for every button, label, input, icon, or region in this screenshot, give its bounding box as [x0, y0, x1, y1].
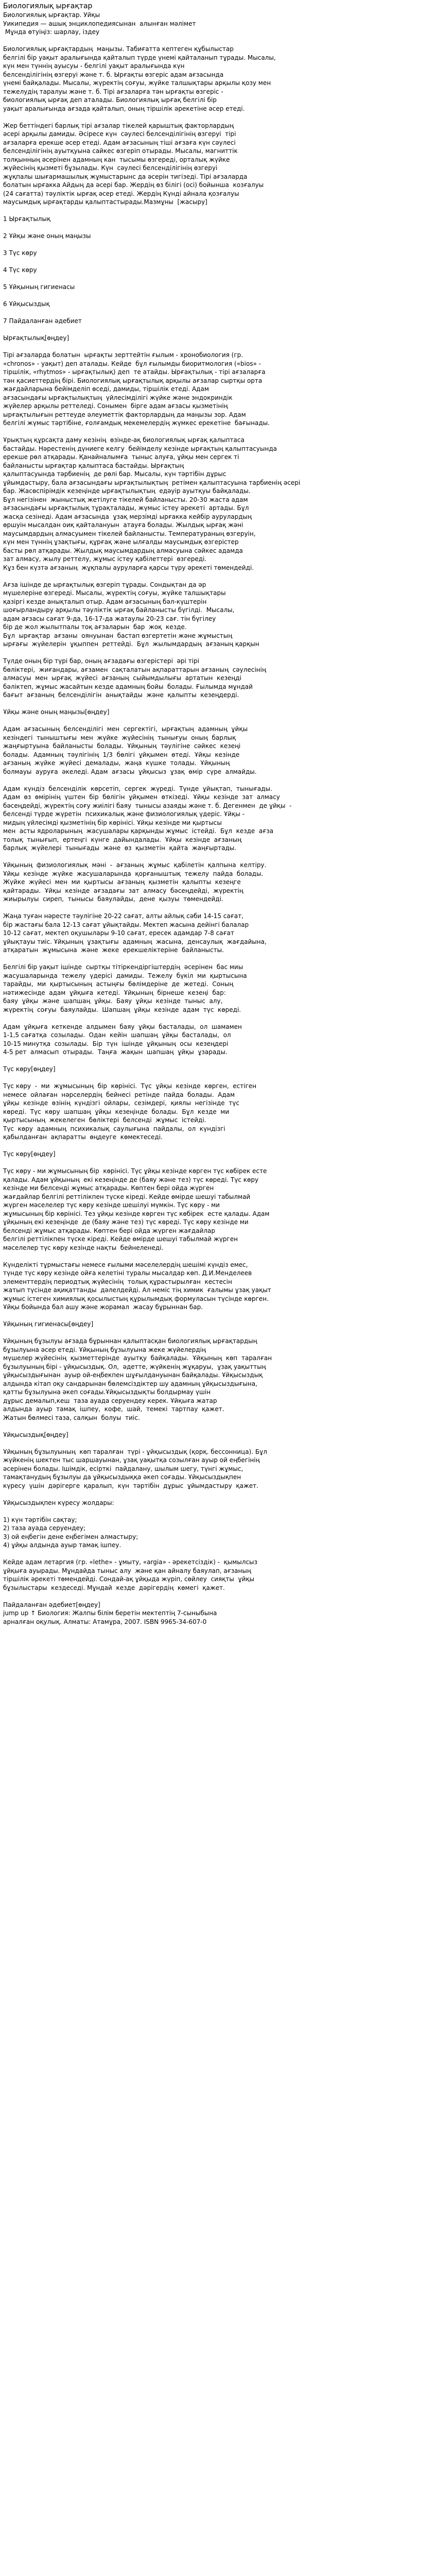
text-line: жүрген мәселелер түс көру кезінде шешілуі мүмкін. Түс көру - ми: [3, 1201, 220, 1209]
text-line: Жаңа туған нәресте тәулігіне 20-22 сағат, алты айлық сәби 14-15 сағат,: [3, 912, 243, 920]
text-block: [3, 1601, 433, 1626]
text-line: 4-5 рет алмасып отырады. Таңға жақын шапшаң ұйқы ұзарады.: [3, 1048, 228, 1056]
text-line: 1 Ырғақтылық: [3, 215, 51, 223]
text-line: жүректің соғуы баяулайды. Шапшаң ұйқы кезінде адам түс көреді.: [3, 1006, 241, 1013]
text-line: 1) күн тәртібін сақтау;: [3, 1516, 77, 1523]
text-line: қайтарады. Ұйқы кезінде ағзадағы зат алмасу бәсеңдейді, жүректің: [3, 887, 243, 894]
text-line: тежелудің таралуы және т. б. Тірі ағзаларға тән ырғақты өзгеріс -: [3, 88, 223, 95]
text-line: Ұйқы бойында бал ашу және жорамал жасау бұрыннан бар.: [3, 1303, 203, 1311]
text-line: жұмыс істеген химиялық қосылыстың құрылымдық формуласын түсінде көрген.: [3, 1295, 269, 1302]
text-line: 5 Ұйқының гигиенасы: [3, 283, 75, 291]
text-line: болмауы ауруға әкеледі. Адам ағзасы ұйқысыз ұзақ өмір сүре алмайды.: [3, 768, 257, 775]
text-line: өршуін мысалдан оиқ қайталануын атауға болады. Жылдық ырғақ жәні: [3, 521, 243, 529]
meta-line: Уикипедия — ашық энциклопедиясынан алынған мәлімет: [3, 20, 196, 27]
text-line: биологиялық ырғақ деп аталады. Биологиялық ырғақ белгілі бір: [3, 96, 217, 104]
text-block: [3, 1448, 433, 1490]
text-line: барлық жүйелері тынығады және өз қызметін қайта жаңғыртады.: [3, 844, 237, 852]
text-line: мидың үйлесімді қызметінің бір көрінісі. Ұйқы кезінде ми қыртысы: [3, 819, 222, 826]
text-block: [3, 708, 433, 717]
text-line: жүйелер арқылы реттеледі. Сонымен бірге адам ағзасы қызметінің: [3, 402, 228, 410]
text-line: арналған оқулық. Алматы: Атамұра, 2007. ISBN 9965-34-607-0: [3, 1618, 207, 1625]
text-line: мүшелеріне өзгереді. Мысалы, жүректің соғуы, жүйке талшықтары: [3, 589, 226, 597]
meta-line[interactable]: Мұнда өтуіңіз: шарлау, іздеу: [3, 28, 100, 36]
text-line: Кұз бен күзтә ағзаның жұқпалы ауруларға қарсы түру әрекеті төмендейді.: [3, 564, 254, 571]
text-line: 4) ұйқы алдында ауыр тамақ ішпеу.: [3, 1541, 121, 1549]
text-line: қалыптасуында тәрбиенің де рөлі бар. Мысалы, күн тәртібін дұрыс: [3, 470, 226, 478]
text-line: 3 Түс көру: [3, 249, 37, 257]
section-heading[interactable]: Ұйқысыздық[өңдеу]: [3, 1431, 68, 1438]
text-line: қазіргі кезде анықталып отыр. Адам ағзасының бәл-күштерін: [3, 598, 207, 605]
text-line: белсенді жұмыс атқарады. Көптен бері ойда жүрген жағдайлар: [3, 1227, 216, 1234]
text-line: маусымдардың алмасуымен тікелей байланысты. Температураның өзгеруін,: [3, 530, 256, 537]
text-line: ағзаларға ерекше әсер етеді. Адам ағзасының тіші ағзаға күн сәулесі: [3, 139, 236, 146]
text-line: 4 Түс көру: [3, 266, 37, 274]
text-block: [3, 1150, 433, 1159]
text-block: [3, 725, 433, 776]
text-line: немесе ойлаған нәрселердің бейнесі ретінде пайда болады. Адам: [3, 1091, 235, 1098]
text-line: қабылданған ақпаратты өңдеуге көмектеседі.: [3, 1133, 163, 1141]
text-block: [3, 963, 433, 1014]
text-line: Түлде оның бір түрі бар, оның ағзадағы өзгерістері әрі тірі: [3, 657, 199, 665]
text-block: [3, 1320, 433, 1329]
text-line: бұзылуына әсер етеді. Ұйқының бұзылуына жеке жүйелердің: [3, 1346, 206, 1353]
text-line: атқаратын жұмысына және жеке ерекшеліктеріне байланысты.: [3, 946, 224, 954]
text-block: [3, 334, 433, 343]
text-line: 7 Пайдаланған әдебиет: [3, 317, 82, 325]
text-block: [3, 1261, 433, 1312]
text-line: алмасуы мен ырғақ жүйесі ағзаның сыйымдылығы артатын кезеңді: [3, 674, 241, 682]
text-block: [3, 1082, 433, 1142]
text-line: нәтижесінде адам ұйқыға кетеді. Ұйқының бірнеше кезеңі бар:: [3, 989, 226, 996]
text-line: ұйқысыздығынан ауыр ой-еңбекпен шұғылдануынан байқалады. Ұйқысыздық: [3, 1371, 263, 1379]
text-line: болатын ырғакка Айдың да әсері бар. Жердің өз білігі (осі) бойынша козғалуы: [3, 181, 264, 189]
text-line: тіршілік, «rhytmos» - ырғақтылық) деп те атайды. Ырғақтылық - тірі ағзаларға: [3, 368, 266, 376]
text-line: Бұл негізінен жыныстық жетілуге тікелей байланысты. 20-30 жаста адам: [3, 496, 248, 503]
text-line: жасушаларында тежелу үдерісі дамиды. Тежелу бүкіл ми қыртысына: [3, 972, 247, 979]
text-line: ұйқы кезінде өзінің күндізгі ойлары, сезімдері, қиялы негізінде түс: [3, 1099, 240, 1107]
text-line: белсенді түрде жүретін психикалық және физиологиялық үдеріс. Ұйқы -: [3, 810, 245, 818]
text-line: 3) ой еңбегін дене еңбегімен алмастыру;: [3, 1533, 138, 1540]
text-line: 1-1,5 сағатқа созылады. Одан кейін шапшаң ұйқы басталады, ол: [3, 1031, 231, 1039]
text-line: бәсеңдейді, жүректің соғу жиілігі баяу тынысы азаяды және т. б. Дегенмен де ұйқы -: [3, 802, 292, 809]
text-line: қыртысының жекелеген бөліктері белсенді жұмыс істейді.: [3, 1116, 206, 1124]
text-line: Ұйқының физиологиялық мәні - ағзаның жұмыс қабілетін қалпына келтіру.: [3, 861, 267, 869]
article-page: [0, 2, 436, 1626]
section-heading[interactable]: Пайдаланған әдебиет[өңдеу]: [3, 1601, 100, 1608]
text-block: [3, 215, 433, 224]
text-block: [3, 300, 433, 309]
text-line: тамақтанудың бұзылуы да ұйқысыздыққа әкеп соғады. Ұйқысыздықпен: [3, 1473, 241, 1481]
text-line: Түс көру адамның психикалық саулығына пайдалы, ол күндізгі: [3, 1125, 225, 1132]
text-line: басты рөл атқарады. Жылдық маусымдардың алмасуына сәйкес адамда: [3, 547, 243, 554]
text-line: Түс көру - ми жұмысының бір көрінісі. Түс ұйқы кезінде көрген, естіген: [3, 1082, 257, 1090]
text-line: дұрыс демалып,кеш таза ауада серуендеу керек. Ұйқыға жатар: [3, 1397, 217, 1404]
text-line: көреді. Түс көру шапшаң ұйқы кезеңінде болады. Бұл кезде ми: [3, 1108, 230, 1115]
text-line: жасқа сезінеді. Адам ағзасында ұзақ мерзімді ырғакка кейбір аурулардың: [3, 513, 252, 520]
text-line: ырғағы жүйелерін ұқыппен реттейді. Бұл жылымдардың ағзаның қарқын: [3, 640, 259, 648]
text-line: ұйқының екі кезеңінде де (баяу және тез) түс көреді. Түс көру кезінде ми: [3, 1218, 249, 1226]
text-block: [3, 1558, 433, 1592]
text-line: тіршілік әрекеті төмендейді. Сондай-ақ ұйқыда жүріп, сөйлеу сияқты ұйқы: [3, 1575, 255, 1583]
page-title: Биологиялық ырғақтар: [3, 2, 93, 10]
text-line: болады. Адамның тәулігінің 1/3 бөлігі ұйқымен өтеді. Ұйқы кезінде: [3, 751, 240, 758]
text-line: шоғырландыру арқылы тәуліктік ырғақ байланысты бүгілді. Мысалы,: [3, 606, 235, 614]
text-line: 2 Ұйқы және оның маңызы: [3, 232, 91, 240]
text-line: Бұл ырғақтар ағзаны оянуынан бастап өзгертетін және жұмыстың: [3, 632, 233, 639]
text-line: әсері арқылы дамиды. Әсіресе күн сәулесі белсенділігінің өзгеруі тірі: [3, 130, 236, 138]
text-line: тарайды, ми қыртысының астыңғы бөлімдеріне де жетеді. Соның: [3, 980, 234, 988]
text-line: Адам өз өмірінің үштен бір бөлігін ұйқымен өткізеді. Ұйқы кезінде зат алмасу: [3, 793, 280, 801]
text-line: ырғақтылығын реттеуде әлеуметтік факторлардың да маңызы зор. Адам: [3, 411, 246, 418]
text-line: әсерінен болады. Ішімдік, есірткі пайдалану, шылым шегу, түнгі жұмыс,: [3, 1465, 243, 1472]
text-line: Биологиялық ырғақтардың маңызы. Табиғатта кептеген құбылыстар: [3, 45, 234, 53]
text-line: «chronos» - уақыт) деп аталады. Кейде бұл ғылымды биоритмология («bios» -: [3, 360, 261, 367]
section-heading[interactable]: Ырғақтылық[өңдеу]: [3, 334, 69, 342]
text-line: 10-15 минутқа созылады. Бір түн ішінде ұйқының осы кезеңдері: [3, 1040, 229, 1047]
text-line: мүшелер жүйесінің қызметтерінде ауытқу байқалады. Ұйқының көп таралған: [3, 1354, 272, 1362]
text-block: [3, 1065, 433, 1074]
text-block: [3, 1023, 433, 1057]
text-block: [3, 249, 433, 258]
text-line: үнемі байқалады. Мысалы, жүректің соғуы, жүйке талшықтары арқылы қозу мен: [3, 79, 271, 87]
text-line: Ағза ішінде де ырғақтылық өзгеріп тұрады. Сондықтан да әр: [3, 581, 206, 588]
text-line: алдында кітап оқу сандарынан бөлемсіздіктер шу адамның ұйқысыздығына,: [3, 1380, 257, 1387]
text-block: [3, 912, 433, 955]
section-heading[interactable]: маусымдық ырғақтарды қалыптастырады.Мазмұны [жасыру]: [3, 198, 207, 206]
text-block: [3, 1167, 433, 1252]
text-line: Ұйқысыздықпен күресу жолдары:: [3, 1499, 114, 1506]
text-line: күн мен түннің ауысуы - белгілі уақыт аралығында күн: [3, 62, 185, 70]
text-line: күн мен түннің ұзақтығы, құрғақ және ылғалды маусымдық өзгерістер: [3, 538, 239, 546]
text-line: Адам күндіз белсенділік көрсетіп, сергек жүреді. Түнде ұйықтап, тынығады.: [3, 785, 272, 792]
section-heading[interactable]: Түс көру[өңдеу]: [3, 1065, 56, 1073]
text-line: Ұрықтың құрсақта даму кезінің өзінде-ақ биологиялық ырғақ қалыптаса: [3, 436, 245, 444]
text-line: Жер беттіндегі барлық тірі ағзалар тікелей қарыштық факторлардың: [3, 122, 234, 129]
text-line: байланысты ырғақтар қалыптаса бастайды. Ырғақтың: [3, 462, 184, 469]
text-line: белсенділігінің ауытқуына сайкес өзгеріп отырады. Мысалы, магниттік: [3, 147, 238, 155]
text-line: бұзылуының бірі - ұйқысыздық. Ол, әдетте, жүйкенің жұқаруы, ұзақ уақыттың: [3, 1363, 266, 1370]
text-line: кезіндегі тыныштығы мен жүйке жүйесінің тынығуы оның барлық: [3, 734, 236, 741]
text-line: бастайды. Нәрестенің дүниеге келгу бейімделу кезінде ырғақтың қалыптасуында: [3, 445, 277, 452]
text-block: [3, 657, 433, 700]
text-line: 6 Ұйқысыздық: [3, 300, 50, 308]
text-block: [3, 436, 433, 572]
text-block: [3, 122, 433, 207]
text-line: 10-12 сағат, мектеп оқушылары 9-10 сағат, ересек адамдар 7-8 сағат: [3, 929, 234, 937]
text-line: жаңғыртуына байланысты болады. Ұйқының тәулігіне сәйкес кезеңі: [3, 742, 241, 750]
text-line: тән қасиеттердің бірі. Биологиялық ырғақтылық арқылы ағзалар сыртқы орта: [3, 377, 263, 384]
text-line: Күнделікті тұрмыстағы немесе ғылыми мәселелердің шешімі күндіз емес,: [3, 1261, 248, 1268]
text-block: [3, 45, 433, 113]
article-meta: [3, 11, 433, 37]
text-line: ұйқыға ауырады. Мұндайда тыныс алу және қан айналу баяулап, ағзаның: [3, 1567, 251, 1574]
text-line: ерекше рөл атқарады. Қанайналымға тыныс алуға, ұйқы мен сергек ті: [3, 453, 239, 461]
text-line: белгілі бір уақыт аралығында қайталып түрде үнемі қайталанып тұрады. Мысалы,: [3, 54, 276, 61]
text-line: жүйесінің қызметі бұзылады. Күн сәулесі белсенділігінің өзгеруі: [3, 164, 218, 172]
text-line: бөліктері, жиғандары, ағзамен сақталатын ақпараттарын ағзаның сәулесінің: [3, 666, 266, 673]
text-line: Адам ұйқыға кеткенде алдымен баяу ұйқы басталады, ол шамамен: [3, 1023, 242, 1030]
text-line: Тірі ағзаларда болатын ырғақты зерттейтін ғылым - хронобиология (гр.: [3, 351, 243, 359]
text-block: [3, 1499, 433, 1507]
text-block: [3, 785, 433, 853]
text-block: [3, 232, 433, 241]
text-line: Түс көру - ми жұмысының бір көрінісі. Түс ұйқы кезінде көрген түс көбірек есте: [3, 1167, 267, 1175]
text-block: [3, 351, 433, 428]
section-heading[interactable]: Түс көру[өңдеу]: [3, 1150, 56, 1158]
text-line: уақыт аралығында ағзада қайталып, оның тіршілік әрекетіне әсер етеді.: [3, 105, 245, 112]
section-heading[interactable]: Ұйқының гигиенасы[өңдеу]: [3, 1320, 94, 1328]
text-line: жағдайларына бейімделіп өседі, дамиды, тіршілік етеді. Адам: [3, 385, 209, 393]
text-line: баяу ұйқы және шапшаң ұйқы. Баяу ұйқы кезінде тыныс алу,: [3, 997, 223, 1005]
article-content: [3, 45, 433, 1626]
text-line: Жүйке жүйесі мен ми қыртысы ағзаның қызметін қалыпты кезеңге: [3, 878, 241, 886]
section-heading[interactable]: Ұйқы және оның маңызы[өңдеу]: [3, 708, 110, 716]
text-line: қатты бұзылуына әкеп соғады.Ұйқысыздықты болдырмау үшін: [3, 1388, 211, 1396]
text-line: белгілі жүмыс тәртібіне, ғолғамдық мекемелердің жүмкес ерекетіне бағынады.: [3, 419, 270, 427]
text-line: жағдайлар белгілі реттілікпен түске кіреді. Кейде өмірде шешуі табылмай: [3, 1193, 251, 1200]
text-block: [3, 1431, 433, 1439]
text-line: белгілі реттілікпен түске кіреді. Кейде өмірде шешуі табылмай жүрген: [3, 1235, 238, 1243]
text-block: [3, 581, 433, 649]
text-line: ағзаның жүйке жүйесі демалады, жаңа күшке толады. Ұйқының: [3, 759, 230, 767]
text-block: [3, 317, 433, 326]
text-line: ағзасындағы ырғақтылық тұрақталады, жүмыс істеу әрекеті артады. Бұл: [3, 504, 249, 512]
text-line: күресу үшін дәрігерге қаралып, күн тәртібін дұрыс ұйымдастыру қажет.: [3, 1482, 258, 1489]
text-line: ағзасындағы ырғақтылықтың үйлесімділігі жүйке және эндокриндік: [3, 394, 233, 401]
text-line: бар. Жасөспірімдік кезеңінде ырғақтылықтың едәуір ауытқуы байқалады.: [3, 487, 251, 495]
text-line: түнде түс көру кезінде ойға келетіні туралы мысалдар көп. Д.И.Менделеев: [3, 1269, 252, 1277]
text-line: Белгілі бір уақыт ішінде сыртқы тітіркендіргіштердің әсерінен бас миы: [3, 963, 243, 971]
text-line: jump up ↑ Биология: Жалпы білім беретін мектептің 7-сыныбына: [3, 1609, 217, 1617]
text-line: бәліктеп, жұмыс жасайтын кезде адамның бойы болады. Ғылымда мұндай: [3, 683, 253, 690]
text-line: бұзылыстары кездеседі. Мұндай кезде дәрігердің көмегі қажет.: [3, 1584, 225, 1591]
meta-line: Биологиялық ырғақтар. Уйқы: [3, 11, 100, 19]
text-line: элементтердің периодтық жүйесінің толық құрастырылған кестесін: [3, 1278, 232, 1285]
text-line: жұмысының бір көрінісі. Тез ұйқы кезінде көрген түс көбірек есте қалады. Адам: [3, 1210, 270, 1217]
text-block: [3, 266, 433, 275]
text-line: жұқпалы шығармашылық жұмыстарынс да әсерін тигізеді. Тірі ағзаларда: [3, 173, 248, 180]
text-line: жиырылуы сиреп, тынысы баяулайды, дене қызуы төмендейді.: [3, 895, 223, 903]
text-line: толқынның әсерінен адамның кан тысымы өзгереді, орталық жүйке: [3, 156, 230, 163]
text-block: [3, 1516, 433, 1550]
text-line: 2) таза ауада серуендеу;: [3, 1524, 86, 1532]
text-line: қалады. Адам ұйқының екі кезеңінде де (баяу және тез) түс көреді. Түс көру: [3, 1176, 259, 1183]
text-line: адам ағзасы сағат 9-да, 16-17-да жатаулы 20-23 сағ. тін бүгілеу: [3, 615, 216, 622]
text-line: кезінде ми белсенді жұмыс атқарады. Көптен бері ойда жүрген: [3, 1184, 214, 1192]
text-line: Ұйқы кезінде жүйке жасушаларында қорғаныштық тежелу пайда болады.: [3, 870, 264, 877]
text-line: ұйықтауы тиіс. Ұйқының ұзақтығы адамның жасына, денсаулық жағдайына,: [3, 938, 267, 945]
text-line: Адам ағзасының белсенділігі мен сергектігі, ырғақтың адамның ұйқы: [3, 725, 248, 733]
text-line: бір де жол жылытпалы тоқ ағзаларын бар жоқ кезде.: [3, 623, 187, 631]
text-line: Жатын бөлмесі таза, салқын болуы тиіс.: [3, 1414, 140, 1421]
text-line: ұйымдастыру, бала ағзасындағы ырғақтылықтың ретімен қалыптасуына тарбиенің әсері: [3, 479, 301, 486]
text-line: жүйкенің шектен тыс шаршауынан, ұзақ уақытқа созылған ауыр ой еңбегінің: [3, 1456, 260, 1464]
text-line: толық тынығып, ертеңгі күнге дайындалады. Ұйқы кезінде ағзаның: [3, 836, 242, 843]
text-line: бір жастағы бала 12-13 сағат ұйықтайды. Мектеп жасына дейінгі балалар: [3, 921, 249, 928]
text-line: жатып түсінде ақиқаттанды дәлелдейді. Ал неміс тің химик ғалымы ұзақ уақыт: [3, 1286, 271, 1294]
text-line: Ұйқының бұзылуы ағзада бұрыннан қалыптасқан биологиялық ырғақтардың: [3, 1337, 257, 1345]
text-line: белсенділігінің өзгеруі және т. б. Ырғақты өзгеріс адам ағзасында: [3, 71, 224, 78]
text-block: [3, 1337, 433, 1422]
text-line: Ұйқының бұзылуының көп таралған түрі - ұйқысыздық (қорқ. бессонница). Бұл: [3, 1448, 267, 1455]
text-line: зат алмасу, жылу реттелу, жұмыс істеу қабілеттері өзгереді.: [3, 555, 207, 563]
text-block: [3, 861, 433, 904]
text-line: (24 сағатта) тәуліктік ырғақ әсер етеді. Жердің Күнді айнала қозғалуы: [3, 190, 239, 197]
text-line: мен асты ядроларының жасушалары қарқынды жұмыс істейді. Бұл кезде ағза: [3, 827, 274, 835]
spacer: [3, 37, 433, 45]
text-line: бағыт ағзаның белсенділігін анықтайды және қалыпты кезеңдерді.: [3, 691, 239, 699]
text-block: [3, 283, 433, 292]
text-line: мәселелер түс көру кезінде нақты бейнеленеді.: [3, 1244, 164, 1251]
text-line: алдында ауыр тамақ ішпеу, кофе, шай, темекі тартпау қажет.: [3, 1405, 224, 1413]
text-line: Кейде адам летаргия (гр. «lethe» - ұмыту, «argia» - әрекетсіздік) - қымылсыз: [3, 1558, 257, 1566]
